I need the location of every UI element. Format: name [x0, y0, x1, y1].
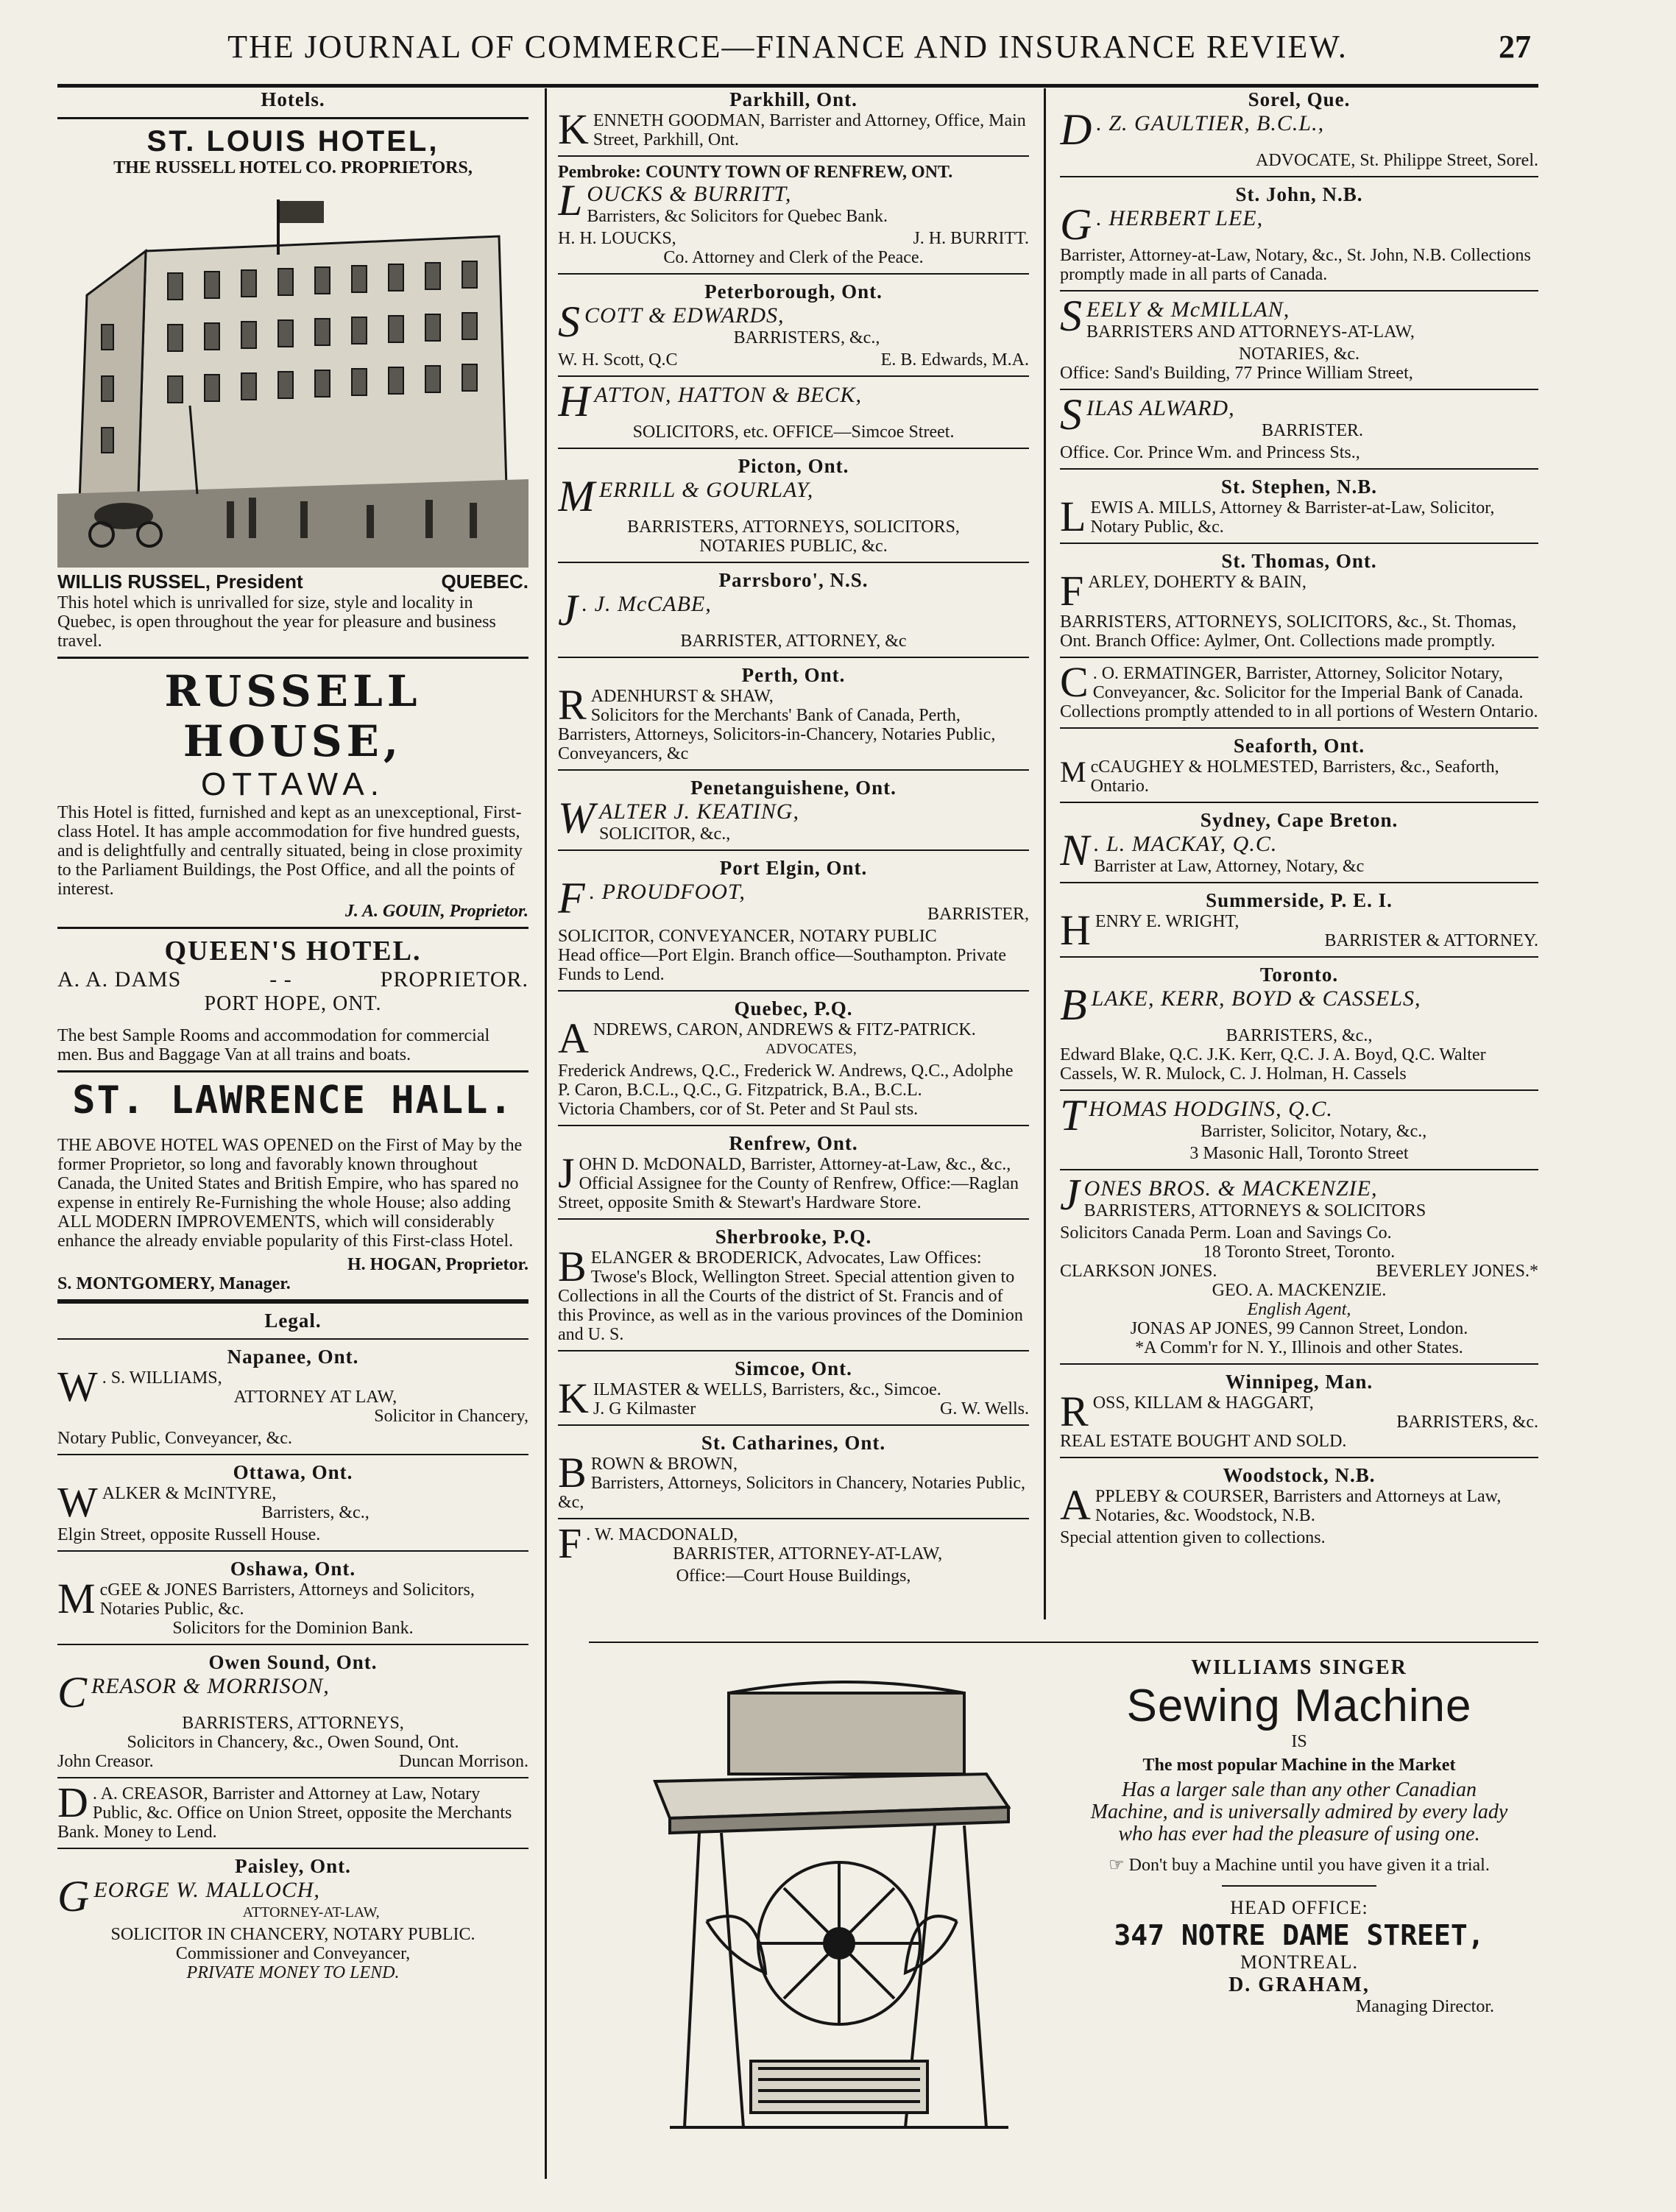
summerside-heading: Summerside, P. E. I.	[1206, 889, 1393, 911]
sydney-initial: N	[1060, 832, 1090, 874]
st-lawrence-proprietor: H. HOGAN, Proprietor.	[347, 1255, 528, 1274]
creasor-text: . A. CREASOR, Barrister and Attorney at Law, Notary Public, &c. Office on Union Street, opposite the Merchants Bank. Money to Lend.	[57, 1784, 512, 1842]
ad-head-office-label: HEAD OFFICE:	[1230, 1897, 1368, 1918]
st-stephen-initial: L	[1060, 498, 1086, 537]
column-hotels-legal	[57, 88, 528, 1982]
sydney-desc: Barrister at Law, Attorney, Notary, &c	[1094, 857, 1365, 876]
napanee-listing	[57, 1368, 528, 1426]
hatton-firm: ATTON, HATTON & BECK,	[594, 383, 862, 407]
oshawa-heading: Oshawa, Ont.	[230, 1558, 356, 1580]
hodgins-listing	[1060, 1097, 1538, 1141]
owen-sound-solicitors: Solicitors in Chancery, &c., Owen Sound, Ont.	[127, 1733, 459, 1752]
parkhill-heading: Parkhill, Ont.	[729, 88, 858, 110]
summerside-name: ENRY E. WRIGHT,	[1095, 912, 1240, 931]
sorel-listing	[1060, 111, 1538, 148]
st-thomas-listing	[1060, 573, 1538, 609]
owen-sound-firm: REASOR & MORRISON,	[91, 1674, 330, 1698]
ottawa-title: Barristers, &c.,	[261, 1503, 370, 1522]
seely-firm: EELY & McMILLAN,	[1086, 297, 1290, 322]
oshawa-initial: M	[57, 1580, 96, 1622]
port-elgin-name: . PROUDFOOT,	[589, 880, 746, 904]
russell-house-title: RUSSELL HOUSE,	[164, 666, 422, 766]
sherbrooke-initial: B	[558, 1248, 587, 1290]
jones-title: BARRISTERS, ATTORNEYS & SOLICITORS	[1083, 1201, 1426, 1220]
paisley-solicitor: SOLICITOR IN CHANCERY, NOTARY PUBLIC.	[110, 1925, 475, 1944]
port-elgin-listing	[558, 880, 1029, 924]
jones-agent: JONAS AP JONES, 99 Cannon Street, London.	[1130, 1319, 1468, 1338]
paisley-heading: Paisley, Ont.	[235, 1855, 351, 1877]
perth-heading: Perth, Ont.	[741, 664, 846, 686]
port-elgin-solicitor: SOLICITOR, CONVEYANCER, NOTARY PUBLIC	[558, 927, 937, 946]
st-john-initial: G	[1060, 206, 1092, 243]
creasor-initial: D	[57, 1784, 88, 1826]
sorel-advocate: ADVOCATE, St. Philippe Street, Sorel.	[1256, 151, 1538, 170]
peterborough-partner-1: W. H. Scott, Q.C	[558, 350, 678, 370]
sorel-name: . Z. GAULTIER, B.C.L.,	[1096, 111, 1325, 135]
woodstock-initial: A	[1060, 1487, 1091, 1525]
napanee-title: ATTORNEY AT LAW,	[233, 1388, 397, 1407]
sydney-heading: Sydney, Cape Breton.	[1200, 809, 1399, 831]
ottawa-heading: Ottawa, Ont.	[233, 1461, 353, 1483]
st-louis-hotel-title: ST. LOUIS HOTEL,	[146, 125, 439, 158]
creasor-listing	[57, 1784, 528, 1842]
parrsboro-name: . J. McCABE,	[581, 592, 712, 616]
seaforth-heading: Seaforth, Ont.	[1233, 735, 1365, 757]
st-thomas-desc: BARRISTERS, ATTORNEYS, SOLICITORS, &c., St. Thomas, Ont. Branch Office: Aylmer, Ont. Collections made promptly.	[1060, 612, 1517, 651]
peterborough-title: BARRISTERS, &c.,	[733, 328, 880, 347]
sydney-name: . L. MACKAY, Q.C.	[1094, 832, 1278, 856]
queens-body: The best Sample Rooms and accommodation for commercial men. Bus and Baggage Van at all trains and boats.	[57, 1026, 490, 1064]
quebec-title: ADVOCATES,	[765, 1041, 857, 1057]
jones-partner-3: GEO. A. MACKENZIE.	[1212, 1281, 1387, 1300]
perth-desc: Solicitors for the Merchants' Bank of Canada, Perth, Barristers, Attorneys, Solicitors-in-Chancery, Notaries Public, Conveyancers, &c	[558, 706, 996, 763]
simcoe-firm: ILMASTER & WELLS, Barristers, &c., Simcoe.	[593, 1380, 941, 1399]
napanee-solicitor: Solicitor in Chancery,	[374, 1407, 528, 1426]
pembroke-heading: Pembroke: COUNTY TOWN OF RENFREW, ONT.	[558, 163, 953, 182]
winnipeg-real-estate: REAL ESTATE BOUGHT AND SOLD.	[1060, 1432, 1347, 1451]
ad-warning: Don't buy a Machine until you have given it a trial.	[1128, 1856, 1490, 1875]
ottawa-address: Elgin Street, opposite Russell House.	[57, 1525, 321, 1544]
running-header: THE JOURNAL OF COMMERCE—FINANCE AND INSURANCE REVIEW.	[227, 29, 1348, 65]
column-divider-1	[545, 88, 547, 2179]
summerside-initial: H	[1060, 912, 1091, 950]
peterborough-listing	[558, 303, 1029, 347]
column-divider-2	[1044, 88, 1046, 1619]
oshawa-listing	[57, 1580, 528, 1638]
sherbrooke-listing	[558, 1248, 1029, 1344]
picton-title: BARRISTERS, ATTORNEYS, SOLICITORS,	[627, 517, 960, 537]
macdonald-title: BARRISTER, ATTORNEY-AT-LAW,	[673, 1544, 943, 1563]
port-elgin-initial: F	[558, 880, 585, 922]
parrsboro-heading: Parrsboro', N.S.	[718, 569, 869, 591]
renfrew-heading: Renfrew, Ont.	[729, 1132, 858, 1154]
jones-partner-1: CLARKSON JONES.	[1060, 1262, 1217, 1281]
napanee-initial: W	[57, 1368, 98, 1410]
st-louis-body: This hotel which is unrivalled for size, style and locality in Quebec, is open throughout the year for pleasure and business travel.	[57, 593, 496, 651]
pointing-hand-icon: ☞	[1109, 1856, 1125, 1875]
picton-initial: M	[558, 478, 595, 515]
ad-body: Has a larger sale than any other Canadian Machine, and is universally admired by every lady who has ever had the pleasure of using one.	[1090, 1778, 1508, 1845]
parrsboro-title: BARRISTER, ATTORNEY, &c	[680, 632, 907, 651]
st-john-desc: Barrister, Attorney-at-Law, Notary, &c., St. John, N.B. Collections promptly made in all parts of Canada.	[1060, 246, 1531, 284]
seely-listing	[1060, 297, 1538, 342]
jones-address: 18 Toronto Street, Toronto.	[1203, 1243, 1396, 1262]
seely-initial: S	[1060, 297, 1082, 340]
ad-address: 347 NOTRE DAME STREET,	[1114, 1919, 1485, 1951]
sherbrooke-text: ELANGER & BRODERICK, Advocates, Law Offices: Twose's Block, Wellington Street. Special attention given to Collections in all the Courts of the district of St. Francis and of this Province, as well as in the various provinces of the Dominion and U. S.	[558, 1248, 1023, 1344]
owen-sound-partner-2: Duncan Morrison.	[399, 1752, 528, 1771]
ottawa-listing	[57, 1484, 528, 1522]
pembroke-desc: Barristers, &c Solicitors for Quebec Bank.	[587, 207, 888, 226]
hatton-listing	[558, 383, 1029, 420]
st-stephen-heading: St. Stephen, N.B.	[1220, 476, 1378, 498]
st-john-listing	[1060, 206, 1538, 243]
ermatinger-listing	[1060, 664, 1538, 721]
sewing-machine-ad	[1060, 1656, 1538, 2016]
toronto-initial: B	[1060, 986, 1087, 1023]
picton-listing	[558, 478, 1029, 515]
pembroke-partner-2: J. H. BURRITT.	[913, 229, 1029, 248]
jones-firm: ONES BROS. & MACKENZIE,	[1083, 1176, 1378, 1201]
winnipeg-title: BARRISTERS, &c.	[1396, 1413, 1538, 1432]
simcoe-heading: Simcoe, Ont.	[735, 1357, 852, 1379]
simcoe-initial: K	[558, 1380, 589, 1418]
peterborough-initial: S	[558, 303, 580, 346]
quebec-initial: A	[558, 1020, 589, 1059]
pembroke-attorney: Co. Attorney and Clerk of the Peace.	[663, 248, 924, 267]
port-elgin-offices: Head office—Port Elgin. Branch office—Southampton. Private Funds to Lend.	[558, 946, 1006, 984]
simcoe-partner-1: J. G Kilmaster	[593, 1399, 696, 1418]
st-louis-city: QUEBEC.	[441, 570, 528, 593]
jones-listing	[1060, 1176, 1538, 1220]
hatton-initial: H	[558, 383, 590, 420]
russell-proprietor: J. A. GOUIN, Proprietor.	[344, 902, 528, 921]
paisley-commissioner: Commissioner and Conveyancer,	[175, 1944, 411, 1963]
sewing-machine-illustration	[640, 1678, 1023, 2157]
seely-office: Office: Sand's Building, 77 Prince William Street,	[1060, 364, 1413, 383]
toronto-firm: LAKE, KERR, BOYD & CASSELS,	[1091, 986, 1421, 1011]
st-thomas-heading: St. Thomas, Ont.	[1221, 550, 1377, 572]
header-rule	[57, 84, 1538, 88]
st-catharines-listing	[558, 1455, 1029, 1512]
parkhill-text: ENNETH GOODMAN, Barrister and Attorney, Office, Main Street, Parkhill, Ont.	[593, 111, 1026, 149]
penetang-initial: W	[558, 799, 595, 842]
hodgins-initial: T	[1060, 1097, 1085, 1139]
toronto-partners: Edward Blake, Q.C. J.K. Kerr, Q.C. J. A. Boyd, Q.C. Walter Cassels, W. R. Mulock, C. J. Holman, H. Cassels	[1060, 1045, 1486, 1084]
toronto-title: BARRISTERS, &c.,	[1226, 1026, 1373, 1045]
oshawa-bank: Solicitors for the Dominion Bank.	[172, 1619, 414, 1638]
st-stephen-text: EWIS A. MILLS, Attorney & Barrister-at-Law, Solicitor, Notary Public, &c.	[1090, 498, 1495, 537]
renfrew-text: OHN D. McDONALD, Barrister, Attorney-at-Law, &c., &c., Official Assignee for the County of Renfrew, Office:—Raglan Street, opposite Smith & Stewart's Hardware Store.	[558, 1155, 1019, 1212]
summerside-listing	[1060, 912, 1538, 950]
owen-sound-listing	[57, 1674, 528, 1711]
sorel-initial: D	[1060, 111, 1092, 148]
hotel-engraving-illustration	[57, 185, 528, 568]
queens-hotel-title: QUEEN'S HOTEL.	[164, 936, 422, 967]
owen-sound-partner-1: John Creasor.	[57, 1752, 154, 1771]
penetang-name: ALTER J. KEATING,	[598, 799, 799, 824]
pembroke-initial: L	[558, 182, 583, 225]
perth-listing	[558, 687, 1029, 763]
owen-sound-heading: Owen Sound, Ont.	[208, 1651, 378, 1673]
hodgins-title: Barrister, Solicitor, Notary, &c.,	[1201, 1122, 1427, 1141]
peterborough-heading: Peterborough, Ont.	[704, 280, 883, 303]
russell-body: This Hotel is fitted, furnished and kept as an unexceptional, First-class Hotel. It has ample accommodation for five hundred guests, and is delightfully and centrally situated, being in close proximity to the Parliament Buildings, the Post Office, and all the points of interest.	[57, 803, 523, 899]
alward-name: ILAS ALWARD,	[1086, 396, 1235, 420]
toronto-heading: Toronto.	[1259, 964, 1339, 986]
alward-initial: S	[1060, 396, 1082, 439]
pembroke-partner-1: H. H. LOUCKS,	[558, 229, 676, 248]
section-heading-legal: Legal.	[264, 1310, 322, 1332]
winnipeg-firm: OSS, KILLAM & HAGGART,	[1092, 1393, 1314, 1413]
napanee-heading: Napanee, Ont.	[227, 1346, 359, 1368]
oshawa-name: cGEE & JONES Barristers, Attorneys and Solicitors, Notaries Public, &c.	[99, 1580, 475, 1619]
page-number: 27	[1499, 29, 1531, 65]
seely-title: BARRISTERS AND ATTORNEYS-AT-LAW,	[1086, 322, 1415, 342]
woodstock-note: Special attention given to collections.	[1060, 1528, 1326, 1547]
paisley-initial: G	[57, 1878, 90, 1921]
picton-notaries: NOTARIES PUBLIC, &c.	[699, 537, 888, 556]
penetang-listing	[558, 799, 1029, 844]
perth-initial: R	[558, 687, 587, 729]
jones-solicitors: Solicitors Canada Perm. Loan and Savings Co.	[1060, 1223, 1392, 1243]
alward-office: Office. Cor. Prince Wm. and Princess Sts.,	[1060, 443, 1360, 462]
st-lawrence-body: THE ABOVE HOTEL WAS OPENED on the First of May by the former Proprietor, so long and favorably known throughout Canada, the United States and British Empire, who has spared no expense in entirely Re-Furnishing the whole House; also adding ALL MODERN IMPROVEMENTS, which will considerably enhance the already enviable popularity of this First-class Hotel.	[57, 1136, 523, 1251]
toronto-listing	[1060, 986, 1538, 1023]
peterborough-firm: COTT & EDWARDS,	[584, 303, 785, 328]
peterborough-partner-2: E. B. Edwards, M.A.	[880, 350, 1029, 370]
ermatinger-initial: C	[1060, 664, 1089, 706]
russell-city: OTTAWA.	[201, 766, 385, 802]
jones-partner-2: BEVERLEY JONES.*	[1376, 1262, 1538, 1281]
column-legal-2	[558, 88, 1029, 1586]
st-catharines-initial: B	[558, 1455, 587, 1497]
renfrew-listing	[558, 1155, 1029, 1212]
st-louis-president: WILLIS RUSSEL, President	[57, 570, 303, 593]
alward-listing	[1060, 396, 1538, 440]
st-john-heading: St. John, N.B.	[1235, 183, 1363, 205]
parrsboro-listing	[558, 592, 1029, 629]
ottawa-name: ALKER & McINTYRE,	[102, 1484, 277, 1503]
woodstock-text: PPLEBY & COURSER, Barristers and Attorneys at Law, Notaries, &c. Woodstock, N.B.	[1095, 1487, 1502, 1525]
st-lawrence-title: ST. LAWRENCE HALL.	[72, 1078, 514, 1123]
napanee-name: . S. WILLIAMS,	[102, 1368, 222, 1388]
hodgins-name: HOMAS HODGINS, Q.C.	[1089, 1097, 1333, 1121]
macdonald-office: Office:—Court House Buildings,	[676, 1566, 911, 1586]
paisley-name: EORGE W. MALLOCH,	[93, 1878, 320, 1902]
napanee-notary: Notary Public, Conveyancer, &c.	[57, 1429, 292, 1448]
seaforth-text: cCAUGHEY & HOLMESTED, Barristers, &c., Seaforth, Ontario.	[1090, 757, 1499, 796]
quebec-listing	[558, 1020, 1029, 1059]
macdonald-name: . W. MACDONALD,	[586, 1525, 738, 1544]
st-lawrence-manager: S. MONTGOMERY, Manager.	[57, 1274, 291, 1293]
sorel-heading: Sorel, Que.	[1248, 88, 1351, 110]
st-catharines-firm: ROWN & BROWN,	[590, 1455, 738, 1474]
ad-top-rule	[589, 1642, 1538, 1643]
port-elgin-heading: Port Elgin, Ont.	[719, 857, 868, 879]
queens-dashes: - -	[269, 967, 292, 992]
st-thomas-firm: ARLEY, DOHERTY & BAIN,	[1088, 573, 1306, 592]
simcoe-partner-2: G. W. Wells.	[940, 1399, 1029, 1418]
section-heading-hotels: Hotels.	[261, 88, 325, 110]
seaforth-listing	[1060, 757, 1538, 796]
jones-commissioner: *A Comm'r for N. Y., Illinois and other States.	[1135, 1338, 1463, 1357]
picton-firm: ERRILL & GOURLAY,	[598, 478, 814, 502]
owen-sound-title: BARRISTERS, ATTORNEYS,	[182, 1714, 404, 1733]
st-thomas-initial: F	[1060, 573, 1084, 609]
column-legal-3	[1060, 88, 1538, 1547]
ermatinger-text: . O. ERMATINGER, Barrister, Attorney, Solicitor Notary, Conveyancer, &c. Solicitor for the Imperial Bank of Canada. Collections promptly attended to in all portions of Western Ontario.	[1060, 664, 1538, 721]
ad-tagline: The most popular Machine in the Market	[1142, 1756, 1456, 1775]
st-john-name: . HERBERT LEE,	[1096, 206, 1264, 230]
perth-firm: ADENHURST & SHAW,	[590, 687, 774, 706]
seely-notaries: NOTARIES, &c.	[1238, 344, 1360, 364]
st-stephen-listing	[1060, 498, 1538, 537]
picton-heading: Picton, Ont.	[738, 455, 849, 477]
parkhill-listing	[558, 111, 1029, 149]
renfrew-initial: J	[558, 1155, 575, 1197]
ad-brand: WILLIAMS SINGER	[1191, 1656, 1407, 1679]
macdonald-listing	[558, 1525, 1029, 1563]
ad-is: IS	[1291, 1732, 1307, 1751]
macdonald-initial: F	[558, 1525, 582, 1563]
sydney-listing	[1060, 832, 1538, 876]
st-catharines-desc: Barristers, Attorneys, Solicitors in Chancery, Notaries Public, &c,	[558, 1474, 1026, 1512]
sherbrooke-heading: Sherbrooke, P.Q.	[715, 1226, 872, 1248]
paisley-title: ATTORNEY-AT-LAW,	[242, 1904, 380, 1921]
quebec-heading: Quebec, P.Q.	[734, 997, 853, 1020]
winnipeg-initial: R	[1060, 1393, 1089, 1435]
hatton-office: SOLICITORS, etc. OFFICE—Simcoe Street.	[632, 423, 955, 442]
winnipeg-heading: Winnipeg, Man.	[1225, 1371, 1373, 1393]
queens-owner: A. A. DAMS	[57, 967, 182, 992]
owen-sound-initial: C	[57, 1674, 88, 1711]
winnipeg-listing	[1060, 1393, 1538, 1451]
jones-initial: J	[1060, 1176, 1080, 1219]
paisley-money: PRIVATE MONEY TO LEND.	[186, 1963, 400, 1982]
ad-manager: D. GRAHAM,	[1228, 1974, 1370, 1996]
ottawa-initial: W	[57, 1484, 98, 1522]
queens-proprietor: PROPRIETOR.	[380, 967, 528, 992]
seaforth-initial: M	[1060, 757, 1086, 788]
summerside-title: BARRISTER & ATTORNEY.	[1324, 931, 1538, 950]
hodgins-address: 3 Masonic Hall, Toronto Street	[1189, 1144, 1409, 1163]
penetang-title: SOLICITOR, &c.,	[598, 824, 731, 844]
quebec-firm: NDREWS, CARON, ANDREWS & FITZ-PATRICK.	[593, 1020, 976, 1039]
paisley-listing	[57, 1878, 528, 1922]
queens-place: PORT HOPE, ONT.	[204, 992, 382, 1015]
quebec-address: Victoria Chambers, cor of St. Peter and St Paul sts.	[558, 1100, 919, 1119]
parrsboro-initial: J	[558, 592, 578, 629]
ad-title: Sewing Machine	[1126, 1681, 1472, 1731]
parkhill-initial: K	[558, 111, 589, 149]
st-catharines-heading: St. Catharines, Ont.	[701, 1432, 886, 1454]
alward-title: BARRISTER.	[1261, 421, 1364, 440]
pembroke-firm: OUCKS & BURRITT,	[587, 182, 792, 206]
ad-city: MONTREAL.	[1240, 1951, 1358, 1973]
port-elgin-title: BARRISTER,	[927, 905, 1029, 924]
st-louis-subtitle: THE RUSSELL HOTEL CO. PROPRIETORS,	[113, 158, 473, 177]
pembroke-listing	[558, 182, 1029, 226]
simcoe-listing	[558, 1380, 1029, 1418]
quebec-partners: Frederick Andrews, Q.C., Frederick W. Andrews, Q.C., Adolphe P. Caron, B.C.L., Q.C., G. Fitzpatrick, B.A., B.C.L.	[558, 1061, 1014, 1100]
woodstock-heading: Woodstock, N.B.	[1223, 1464, 1376, 1486]
jones-agent-label: English Agent,	[1247, 1300, 1351, 1319]
woodstock-listing	[1060, 1487, 1538, 1525]
penetang-heading: Penetanguishene, Ont.	[690, 777, 897, 799]
ad-role: Managing Director.	[1356, 1997, 1494, 2016]
